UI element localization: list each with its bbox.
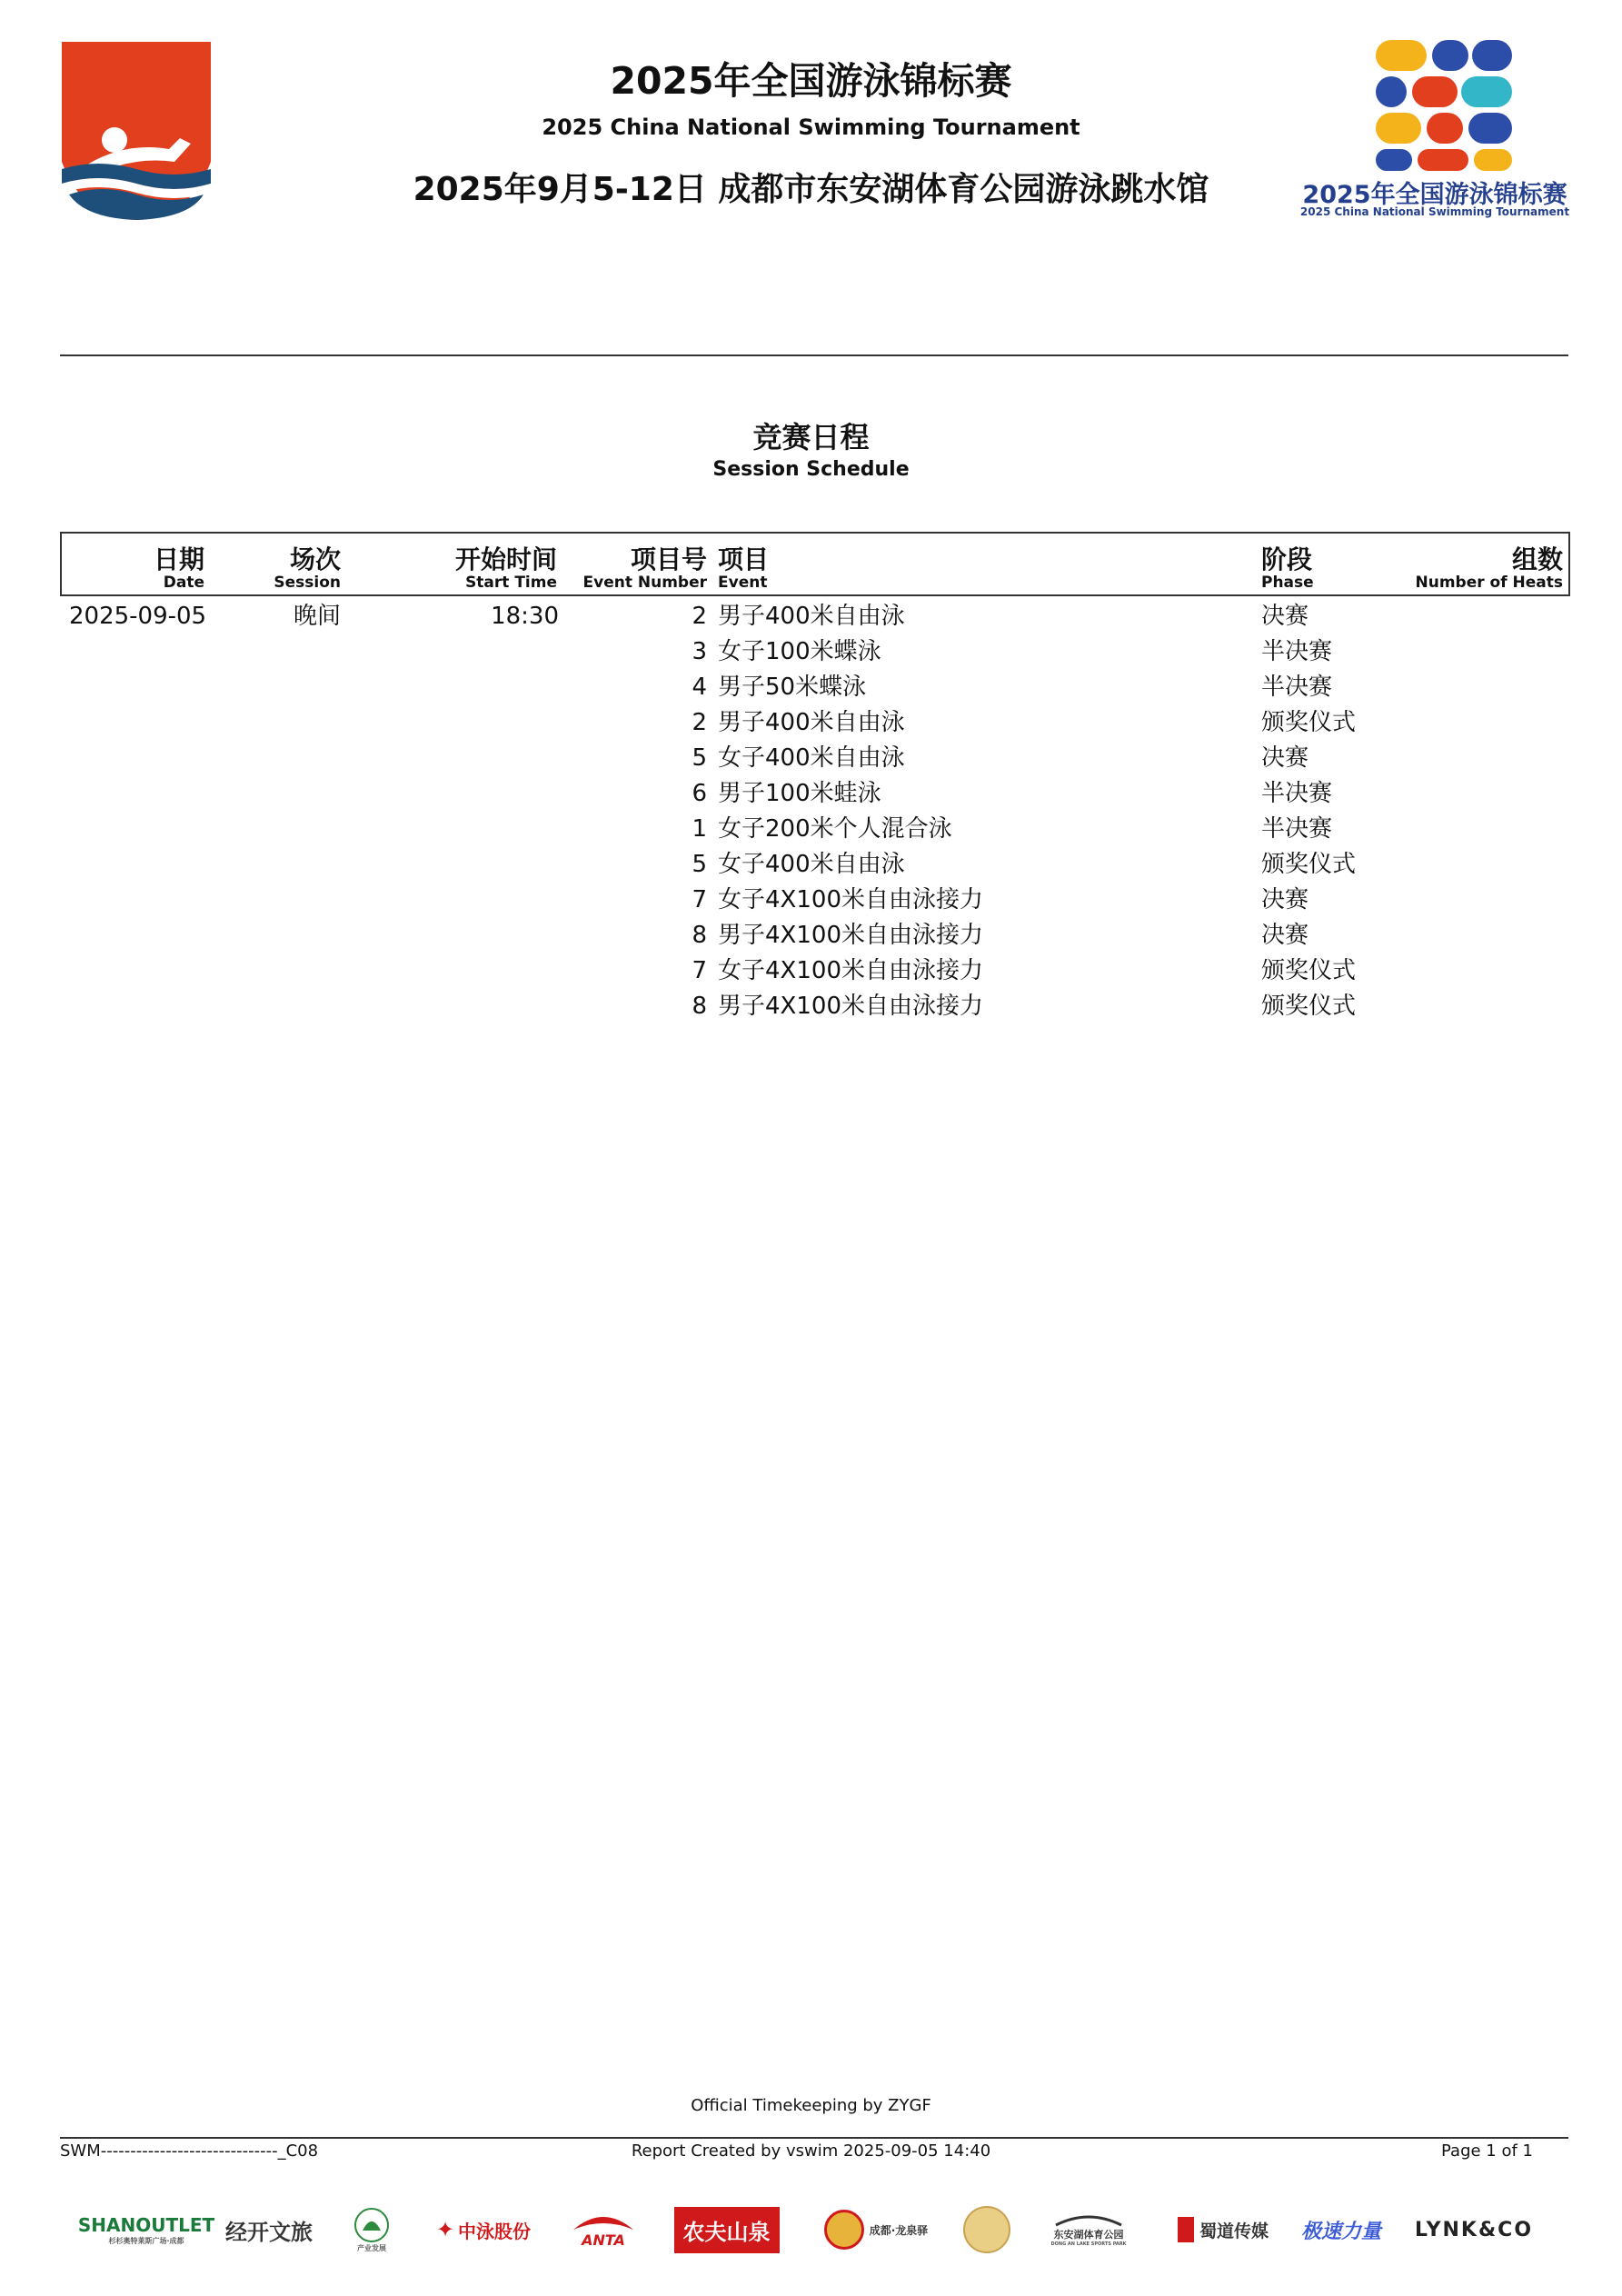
- event-name: 男子400米自由泳: [718, 603, 905, 630]
- sponsor-logo-donganhu: 东安湖体育公园 DONG AN LAKE SPORTS PARK: [1043, 2198, 1134, 2261]
- sponsor-logo-industry: 产业发展: [349, 2198, 394, 2261]
- emblem-title-en: 2025 China National Swimming Tournament: [1299, 205, 1570, 218]
- event-phase: 半决赛: [1261, 638, 1333, 665]
- event-phase: 决赛: [1261, 744, 1309, 772]
- col-header-eventno-en: Event Number: [582, 574, 707, 592]
- event-name: 女子4X100米自由泳接力: [718, 886, 983, 913]
- event-phase: 半决赛: [1261, 780, 1333, 807]
- sponsor-logo-anta: ANTA: [567, 2198, 640, 2261]
- event-phase: 决赛: [1261, 922, 1309, 949]
- col-header-event-cn: 项目: [718, 544, 770, 574]
- event-phase: 决赛: [1261, 603, 1309, 630]
- event-name: 女子100米蝶泳: [718, 638, 881, 665]
- event-name: 女子400米自由泳: [718, 744, 905, 772]
- event-number: 7: [692, 957, 707, 984]
- emblem-graphic: [1294, 36, 1576, 173]
- sponsor-logo-jingkai: 经开文旅: [225, 2219, 313, 2245]
- event-number: 4: [692, 674, 707, 701]
- col-header-phase-cn: 阶段: [1261, 544, 1313, 574]
- event-number: 7: [692, 886, 707, 913]
- event-number: 8: [692, 993, 707, 1020]
- event-phase: 颁奖仪式: [1261, 709, 1357, 736]
- event-number: 5: [692, 851, 707, 878]
- tournament-title-en: 2025 China National Swimming Tournament: [542, 115, 1080, 140]
- event-name: 女子200米个人混合泳: [718, 815, 952, 843]
- event-number: 6: [692, 780, 707, 807]
- page-number: Page 1 of 1: [1441, 2141, 1533, 2161]
- event-phase: 颁奖仪式: [1261, 851, 1357, 878]
- tournament-title-cn: 2025年全国游泳锦标赛: [610, 59, 1012, 103]
- event-phase: 颁奖仪式: [1261, 957, 1357, 984]
- tournament-emblem: [1294, 36, 1576, 218]
- section-title-cn: 竞赛日程: [752, 420, 870, 454]
- col-header-heats-cn: 组数: [1511, 544, 1563, 574]
- event-name: 男子4X100米自由泳接力: [718, 993, 983, 1020]
- session-start-time: 18:30: [491, 603, 559, 630]
- col-header-session-en: Session: [274, 574, 341, 592]
- sponsor-logo-lynkco: LYNK&CO: [1415, 2218, 1534, 2241]
- stadium-arc-icon: [1052, 2212, 1125, 2227]
- event-number: 2: [692, 603, 707, 630]
- shudao-seal-icon: [1178, 2217, 1194, 2242]
- report-created: Report Created by vswim 2025-09-05 14:40: [631, 2141, 991, 2161]
- event-name: 男子50米蝶泳: [718, 674, 867, 701]
- event-name: 男子100米蛙泳: [718, 780, 881, 807]
- anta-swoosh-icon: [572, 2211, 635, 2231]
- sponsor-logo-nongfu: 农夫山泉: [674, 2198, 779, 2261]
- timekeeping-credit: Official Timekeeping by ZYGF: [691, 2096, 931, 2115]
- sponsor-logo-zhongyong: ✦ 中泳股份: [435, 2217, 532, 2242]
- event-number: 2: [692, 709, 707, 736]
- col-header-eventno-cn: 项目号: [630, 544, 707, 574]
- tournament-dates-venue: 2025年9月5-12日 成都市东安湖体育公园游泳跳水馆: [413, 171, 1209, 208]
- gold-medallion-icon: [963, 2206, 1010, 2253]
- col-header-session-cn: 场次: [289, 544, 341, 574]
- footer-divider: [60, 2137, 1568, 2139]
- session-date: 2025-09-05: [69, 603, 207, 630]
- col-header-phase-en: Phase: [1261, 574, 1314, 592]
- sponsor-logo-shanoutlet: SHANOUTLET 杉杉奥特莱斯广场·成都: [77, 2213, 215, 2245]
- sponsor-logo-jisu: 极速力量: [1300, 2220, 1381, 2243]
- event-name: 女子400米自由泳: [718, 851, 905, 878]
- event-number: 3: [692, 638, 707, 665]
- emblem-title-cn: 2025年全国游泳锦标赛: [1302, 181, 1567, 209]
- session-name: 晚间: [293, 603, 341, 630]
- col-header-event-en: Event: [718, 574, 768, 592]
- col-header-date-en: Date: [163, 574, 204, 592]
- event-number: 8: [692, 922, 707, 949]
- event-name: 男子4X100米自由泳接力: [718, 922, 983, 949]
- sponsor-logo-shudao: 蜀道传媒: [1172, 2198, 1274, 2261]
- col-header-start-en: Start Time: [465, 574, 557, 592]
- event-phase: 半决赛: [1261, 815, 1333, 843]
- sponsor-logo-gold: [961, 2198, 1012, 2261]
- sponsor-logo-longquanyi: 成都·龙泉驿: [820, 2198, 932, 2261]
- col-header-start-cn: 开始时间: [454, 544, 557, 574]
- event-phase: 颁奖仪式: [1261, 993, 1357, 1020]
- section-title-en: Session Schedule: [712, 458, 910, 481]
- event-number: 1: [692, 815, 707, 843]
- event-name: 女子4X100米自由泳接力: [718, 957, 983, 984]
- header-divider: [60, 354, 1568, 356]
- event-phase: 半决赛: [1261, 674, 1333, 701]
- col-header-date-cn: 日期: [153, 544, 204, 574]
- sun-emblem-icon: [824, 2210, 864, 2250]
- report-code: SWM------------------------------_C08: [60, 2141, 319, 2161]
- event-phase: 决赛: [1261, 886, 1309, 913]
- event-number: 5: [692, 744, 707, 772]
- event-name: 男子400米自由泳: [718, 709, 905, 736]
- leaf-emblem-icon: [353, 2207, 390, 2243]
- zhongyong-mark-icon: ✦: [435, 2217, 455, 2242]
- col-header-heats-en: Number of Heats: [1415, 574, 1563, 592]
- sponsor-logos: [60, 2198, 1568, 2261]
